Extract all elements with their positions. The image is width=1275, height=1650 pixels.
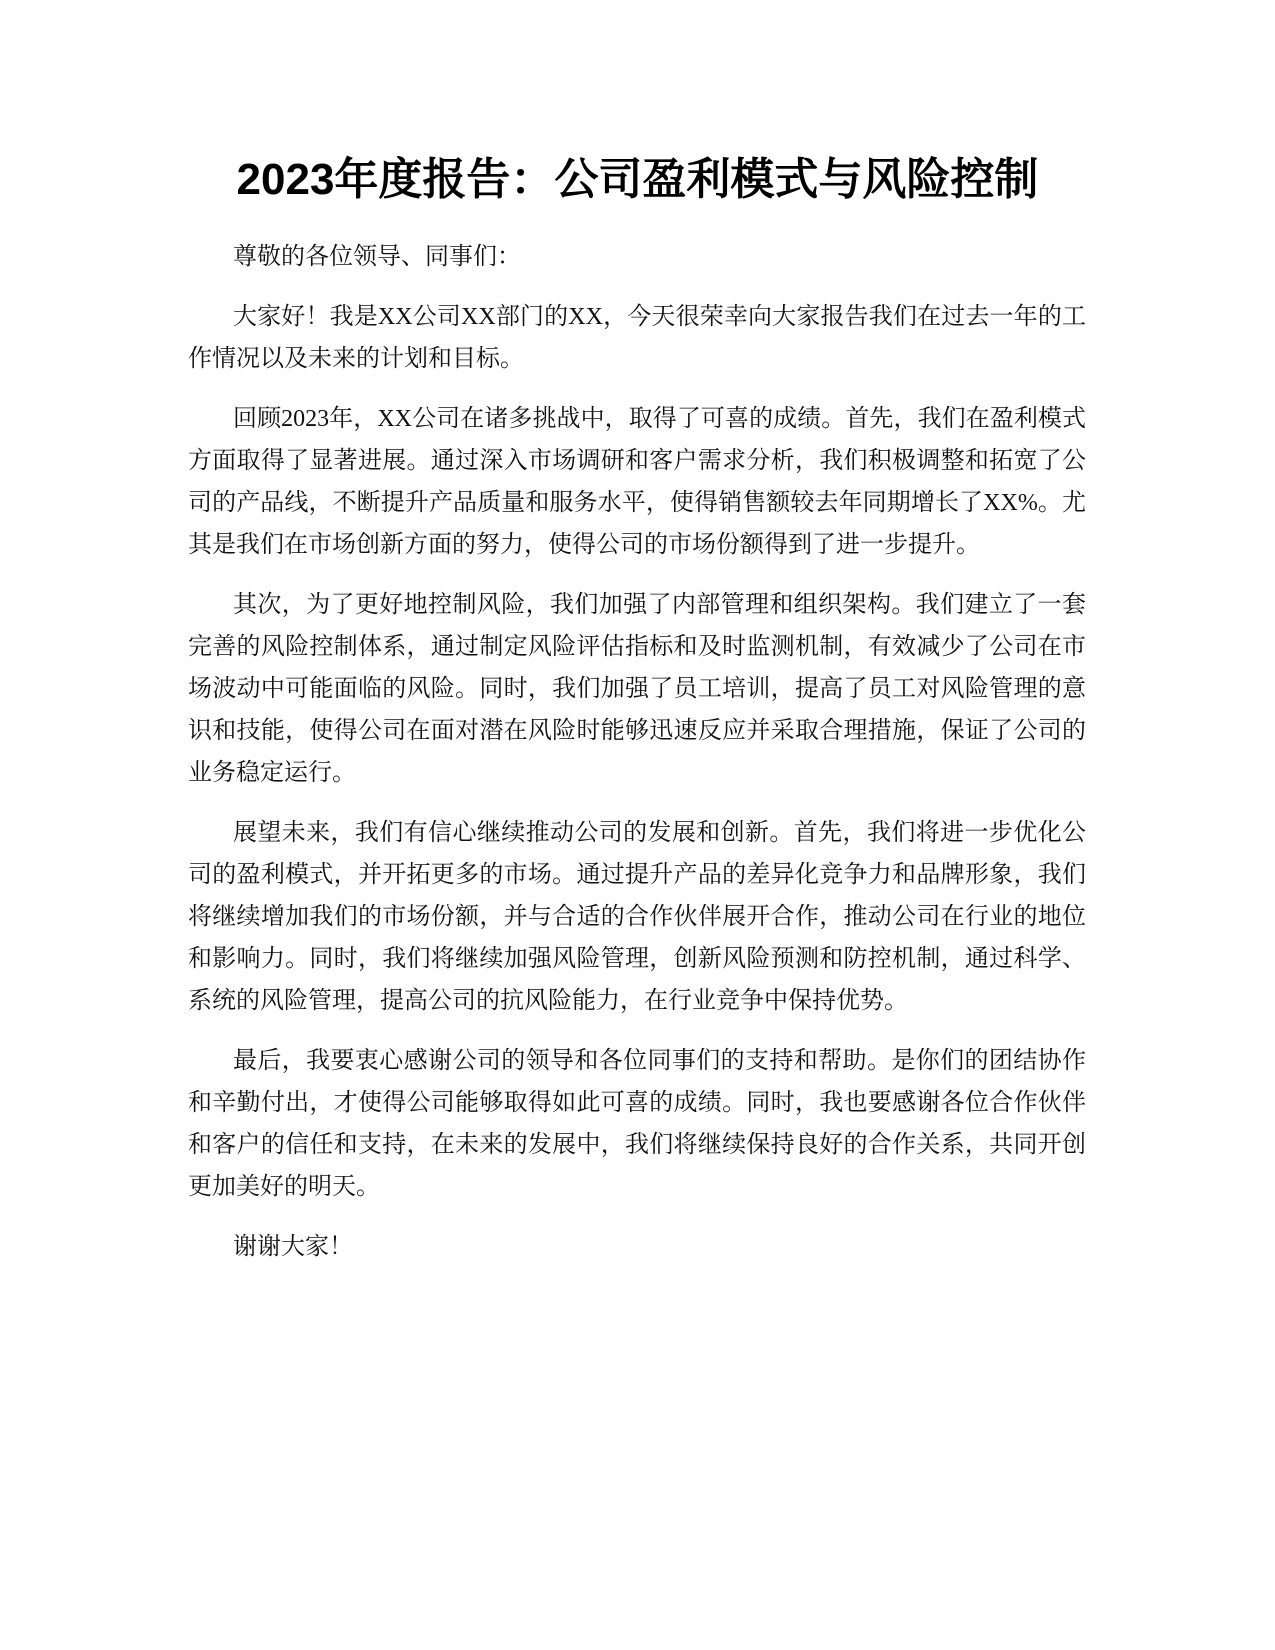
- intro-paragraph: 大家好！我是XX公司XX部门的XX，今天很荣幸向大家报告我们在过去一年的工作情况以及未来的计划和目标。: [188, 304, 1086, 372]
- document-title: 2023年度报告：公司盈利模式与风险控制: [236, 155, 1039, 204]
- thanks-paragraph: 最后，我要衷心感谢公司的领导和各位同事们的支持和帮助。是你们的团结协作和辛勤付出，才使得公司能够取得如此可喜的成绩。同时，我也要感谢各位合作伙伴和客户的信任和支持，在未来的发展中，我们将继续保持良好的合作关系，共同开创更加美好的明天。: [188, 1048, 1086, 1200]
- greeting-paragraph: 尊敬的各位领导、同事们：: [233, 244, 521, 270]
- document-body: [188, 236, 1086, 1286]
- closing-paragraph: 谢谢大家！: [233, 1234, 353, 1260]
- outlook-paragraph: 展望未来，我们有信心继续推动公司的发展和创新。首先，我们将进一步优化公司的盈利模式，并开拓更多的市场。通过提升产品的差异化竞争力和品牌形象，我们将继续增加我们的市场份额，并与合适的合作伙伴展开合作，推动公司在行业的地位和影响力。同时，我们将继续加强风险管理，创新风险预测和防控机制，通过科学、系统的风险管理，提高公司的抗风险能力，在行业竞争中保持优势。: [188, 820, 1086, 1014]
- review-paragraph: 回顾2023年，XX公司在诸多挑战中，取得了可喜的成绩。首先，我们在盈利模式方面取得了显著进展。通过深入市场调研和客户需求分析，我们积极调整和拓宽了公司的产品线，不断提升产品质量和服务水平，使得销售额较去年同期增长了XX%。尤其是我们在市场创新方面的努力，使得公司的市场份额得到了进一步提升。: [188, 406, 1086, 558]
- risk-control-paragraph: 其次，为了更好地控制风险，我们加强了内部管理和组织架构。我们建立了一套完善的风险控制体系，通过制定风险评估指标和及时监测机制，有效减少了公司在市场波动中可能面临的风险。同时，我们加强了员工培训，提高了员工对风险管理的意识和技能，使得公司在面对潜在风险时能够迅速反应并采取合理措施，保证了公司的业务稳定运行。: [188, 592, 1086, 786]
